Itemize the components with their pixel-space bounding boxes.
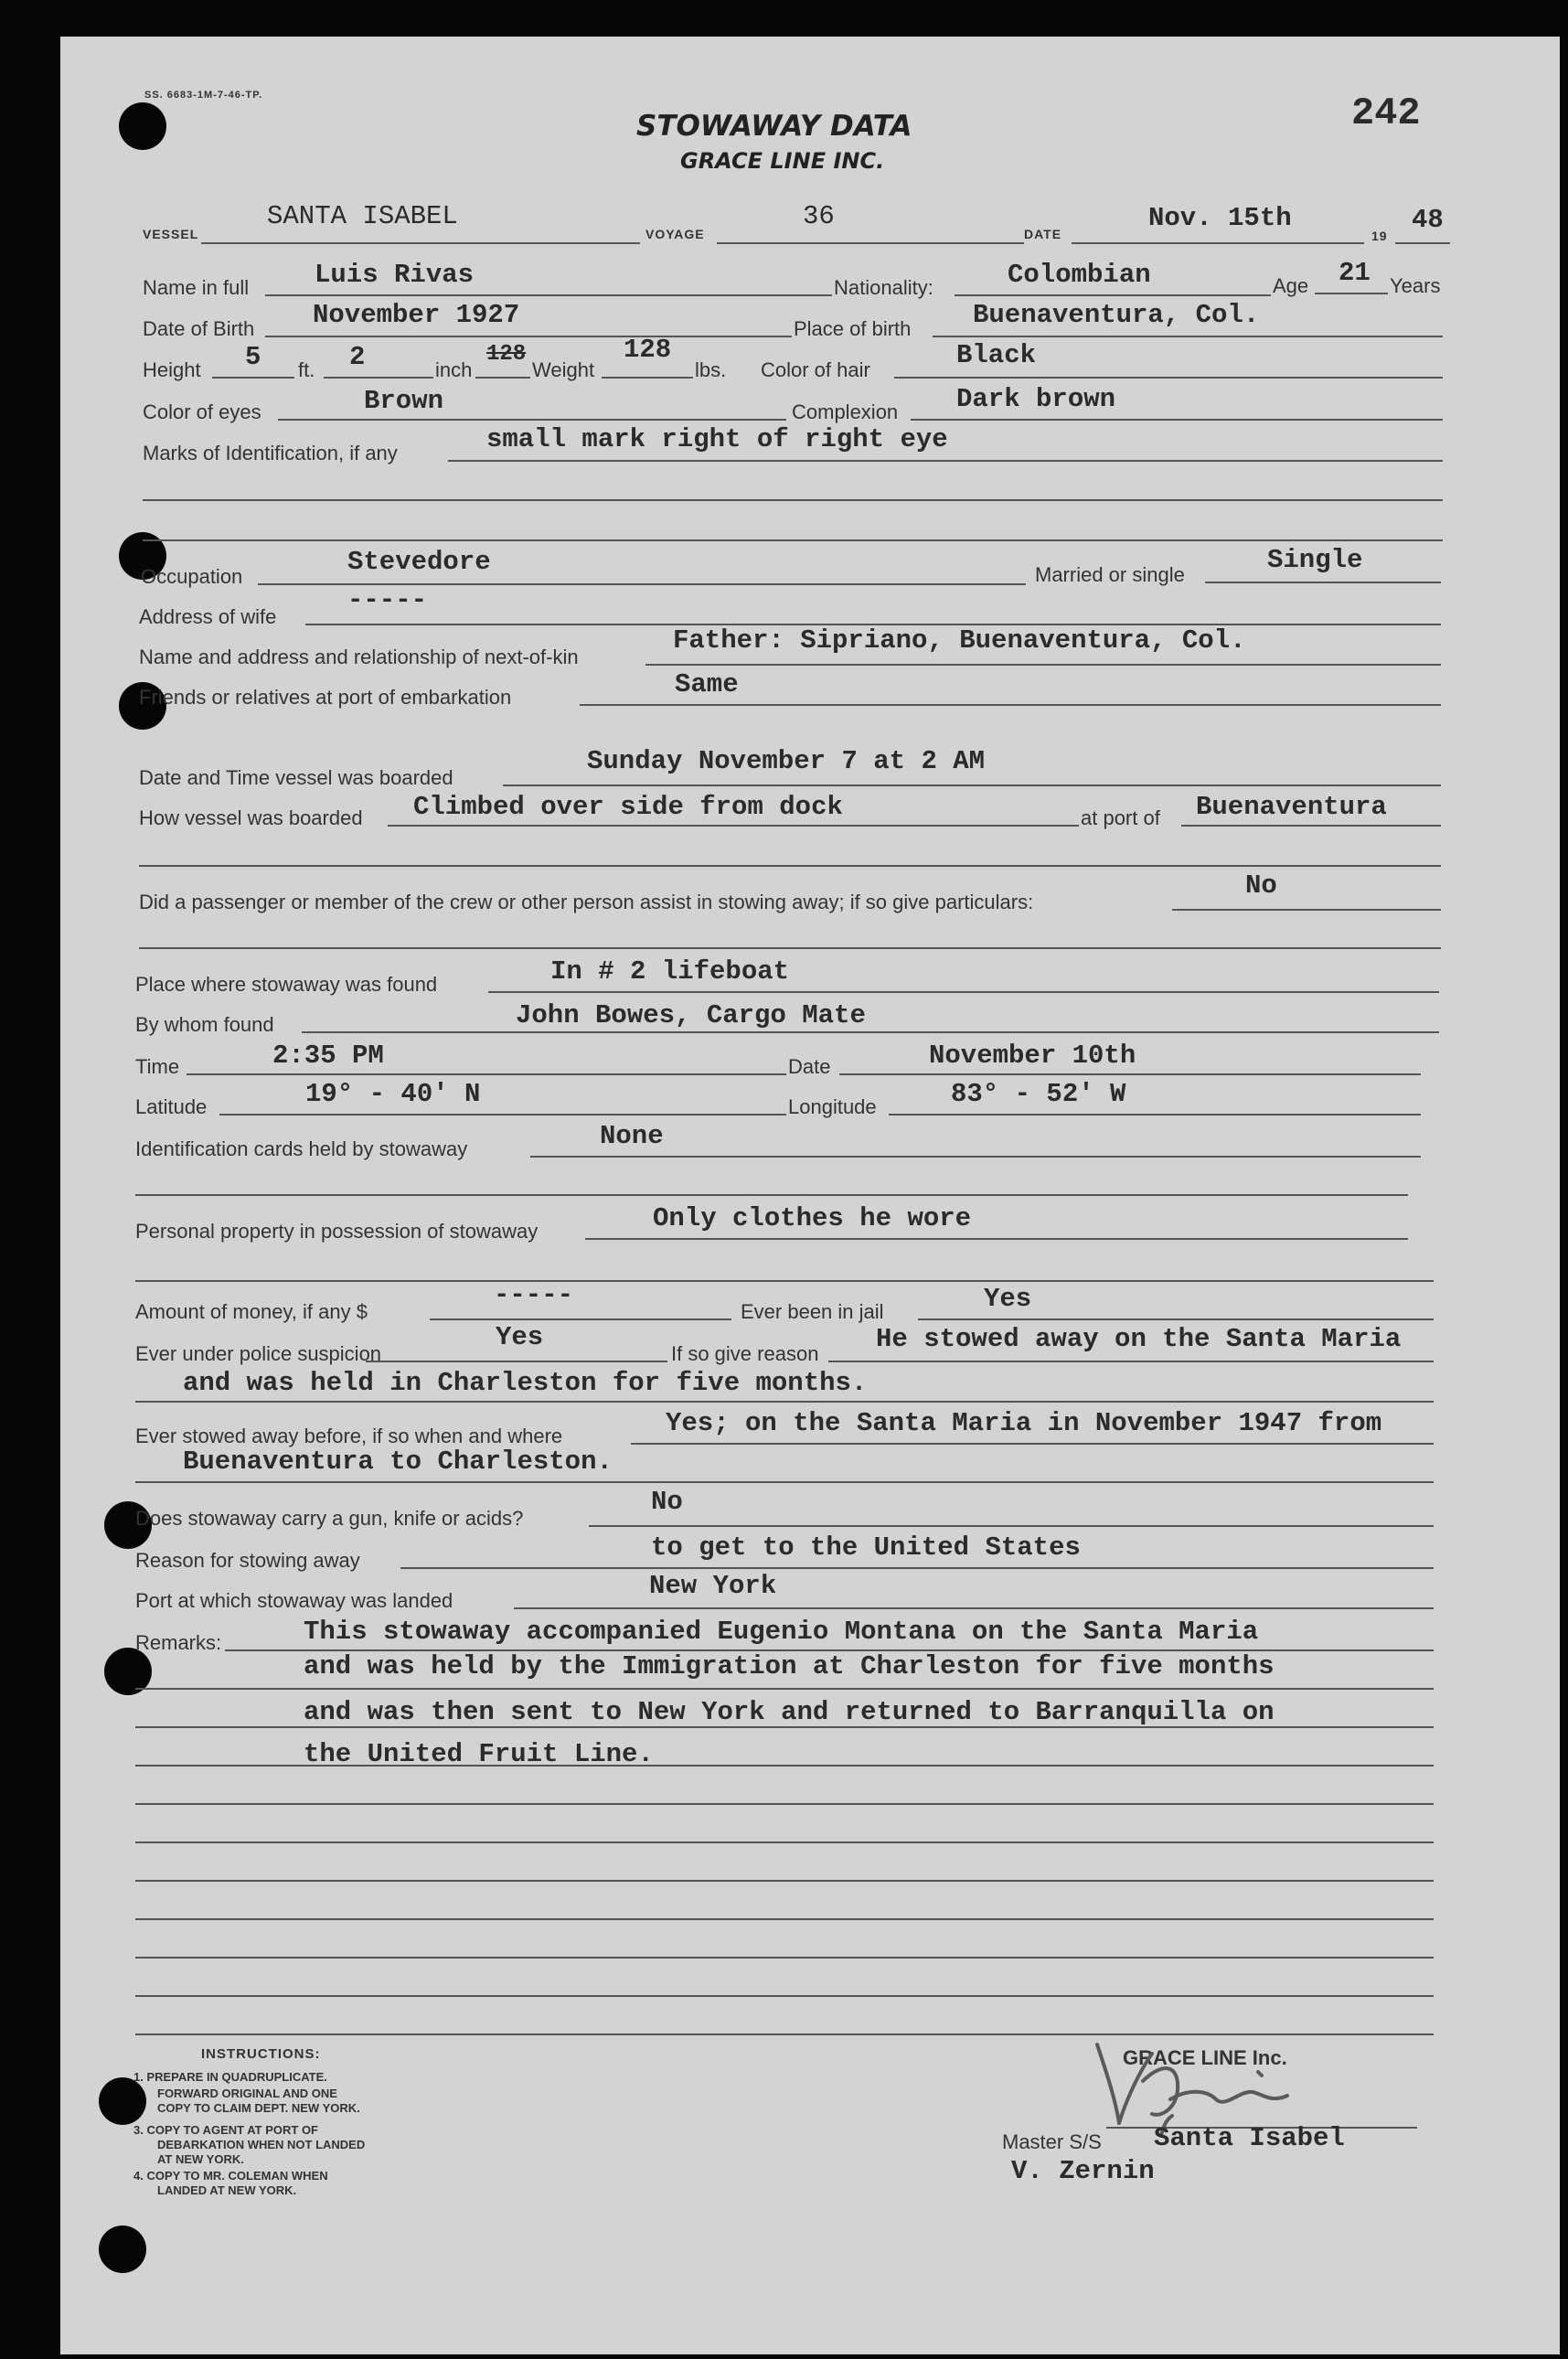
stowed-before-line1: Yes; on the Santa Maria in November 1947 from bbox=[666, 1408, 1382, 1438]
time-value: 2:35 PM bbox=[272, 1041, 384, 1071]
money-value: ----- bbox=[494, 1280, 574, 1310]
time-label: Time bbox=[135, 1055, 180, 1078]
next-of-kin-value: Father: Sipriano, Buenaventura, Col. bbox=[673, 625, 1246, 656]
reason-value: to get to the United States bbox=[651, 1532, 1081, 1563]
grace-line-signature-label: GRACE LINE Inc. bbox=[1123, 2046, 1287, 2069]
hair-value: Black bbox=[956, 340, 1037, 370]
remarks-line-1: This stowaway accompanied Eugenio Montana on the Santa Maria bbox=[304, 1617, 1259, 1647]
gun-value: No bbox=[651, 1487, 683, 1517]
instruction-line: LANDED AT NEW YORK. bbox=[157, 2183, 297, 2197]
eyes-label: Color of eyes bbox=[143, 400, 261, 423]
vessel-value: SANTA ISABEL bbox=[267, 201, 458, 231]
lbs-label: lbs. bbox=[695, 358, 727, 381]
instruction-line: FORWARD ORIGINAL AND ONE bbox=[157, 2087, 337, 2100]
money-label: Amount of money, if any $ bbox=[135, 1300, 368, 1323]
friends-value: Same bbox=[675, 669, 739, 699]
port-landed-label: Port at which stowaway was landed bbox=[135, 1589, 453, 1612]
next-of-kin-label: Name and address and relationship of next-of-kin bbox=[139, 646, 579, 668]
police-reason-line2: and was held in Charleston for five months. bbox=[183, 1368, 868, 1398]
year-prefix: 19 bbox=[1371, 229, 1388, 243]
wife-address-label: Address of wife bbox=[139, 605, 277, 628]
by-whom-value: John Bowes, Cargo Mate bbox=[516, 1000, 866, 1030]
port-landed-value: New York bbox=[649, 1571, 777, 1601]
name-label: Name in full bbox=[143, 276, 250, 299]
age-label: Age bbox=[1273, 274, 1309, 297]
longitude-value: 83° - 52' W bbox=[951, 1079, 1126, 1109]
form-number: SS. 6683-1M-7-46-TP. bbox=[144, 90, 263, 101]
assist-label: Did a passenger or member of the crew or other person assist in stowing away; if so give particulars: bbox=[139, 891, 1034, 913]
inch-label: inch bbox=[435, 358, 473, 381]
hair-label: Color of hair bbox=[761, 358, 870, 381]
weight-label: Weight bbox=[532, 358, 595, 381]
property-label: Personal property in possession of stowaway bbox=[135, 1220, 539, 1243]
instruction-line: 1. PREPARE IN QUADRUPLICATE. bbox=[133, 2070, 327, 2084]
at-port-of-label: at port of bbox=[1081, 806, 1160, 829]
year-value: 48 bbox=[1412, 205, 1444, 235]
place-found-value: In # 2 lifeboat bbox=[550, 956, 790, 987]
punch-hole bbox=[99, 2226, 146, 2273]
port-value: Buenaventura bbox=[1196, 792, 1387, 822]
nationality-label: Nationality: bbox=[834, 276, 933, 299]
instruction-line: AT NEW YORK. bbox=[157, 2152, 244, 2166]
id-cards-value: None bbox=[600, 1121, 664, 1151]
remarks-line-2: and was held by the Immigration at Charleston for five months bbox=[304, 1651, 1275, 1681]
marks-value: small mark right of right eye bbox=[486, 424, 948, 454]
id-cards-label: Identification cards held by stowaway bbox=[135, 1137, 468, 1160]
master-label: Master S/S bbox=[1002, 2130, 1102, 2153]
boarded-datetime-value: Sunday November 7 at 2 AM bbox=[587, 746, 986, 776]
date-found-value: November 10th bbox=[929, 1041, 1136, 1071]
company-name: GRACE LINE INC. bbox=[680, 148, 885, 174]
instruction-line: 3. COPY TO AGENT AT PORT OF bbox=[133, 2123, 319, 2137]
master-vessel-value: Santa Isabel bbox=[1154, 2123, 1345, 2153]
height-inch-value: 2 bbox=[349, 342, 366, 372]
remarks-line-3: and was then sent to New York and returned to Barranquilla on bbox=[304, 1697, 1275, 1727]
assist-value: No bbox=[1245, 870, 1277, 901]
instructions-title: INSTRUCTIONS: bbox=[201, 2046, 321, 2062]
name-value: Luis Rivas bbox=[315, 260, 475, 290]
master-name-value: V. Zernin bbox=[1011, 2156, 1155, 2186]
eyes-value: Brown bbox=[364, 386, 444, 416]
age-value: 21 bbox=[1339, 258, 1371, 288]
date-label: DATE bbox=[1024, 227, 1062, 241]
latitude-label: Latitude bbox=[135, 1095, 208, 1118]
height-label: Height bbox=[143, 358, 201, 381]
punch-hole bbox=[119, 102, 166, 150]
marital-value: Single bbox=[1267, 545, 1363, 575]
how-boarded-label: How vessel was boarded bbox=[139, 806, 363, 829]
occupation-label: Occupation bbox=[141, 565, 243, 588]
stowed-before-line2: Buenaventura to Charleston. bbox=[183, 1446, 613, 1477]
date-value: Nov. 15th bbox=[1148, 203, 1292, 233]
remarks-line-4: the United Fruit Line. bbox=[304, 1739, 654, 1769]
ft-label: ft. bbox=[298, 358, 315, 381]
complexion-value: Dark brown bbox=[956, 384, 1116, 414]
latitude-value: 19° - 40' N bbox=[305, 1079, 481, 1109]
vessel-label: VESSEL bbox=[143, 227, 199, 241]
dob-label: Date of Birth bbox=[143, 317, 255, 340]
years-label: Years bbox=[1390, 274, 1441, 297]
marks-label: Marks of Identification, if any bbox=[143, 442, 398, 464]
place-found-label: Place where stowaway was found bbox=[135, 973, 438, 996]
wife-address-value: ----- bbox=[347, 585, 428, 615]
voyage-value: 36 bbox=[803, 201, 835, 231]
property-value: Only clothes he wore bbox=[653, 1203, 972, 1233]
dob-value: November 1927 bbox=[313, 300, 520, 330]
stowed-before-label: Ever stowed away before, if so when and where bbox=[135, 1425, 563, 1447]
how-boarded-value: Climbed over side from dock bbox=[413, 792, 843, 822]
if-so-reason-label: If so give reason bbox=[671, 1342, 819, 1365]
police-label: Ever under police suspicion bbox=[135, 1342, 382, 1365]
reason-label: Reason for stowing away bbox=[135, 1549, 360, 1572]
instruction-line: COPY TO CLAIM DEPT. NEW YORK. bbox=[157, 2101, 360, 2115]
police-reason-line1: He stowed away on the Santa Maria bbox=[876, 1324, 1402, 1354]
remarks-label: Remarks: bbox=[135, 1631, 222, 1654]
police-value: Yes bbox=[496, 1322, 544, 1352]
height-ft-value: 5 bbox=[245, 342, 261, 372]
by-whom-label: By whom found bbox=[135, 1013, 274, 1036]
voyage-label: VOYAGE bbox=[645, 227, 705, 241]
complexion-label: Complexion bbox=[792, 400, 899, 423]
occupation-value: Stevedore bbox=[347, 547, 491, 577]
form-title: STOWAWAY DATA bbox=[636, 110, 912, 143]
nationality-value: Colombian bbox=[1008, 260, 1151, 290]
instruction-line: 4. COPY TO MR. COLEMAN WHEN bbox=[133, 2169, 328, 2183]
jail-value: Yes bbox=[984, 1284, 1032, 1314]
longitude-label: Longitude bbox=[788, 1095, 877, 1118]
pob-value: Buenaventura, Col. bbox=[973, 300, 1260, 330]
gun-label: Does stowaway carry a gun, knife or acids? bbox=[135, 1507, 524, 1530]
marital-label: Married or single bbox=[1035, 563, 1185, 586]
weight-struck-value: 128 bbox=[486, 342, 527, 367]
weight-value: 128 bbox=[624, 335, 672, 365]
friends-label: Friends or relatives at port of embarkation bbox=[139, 686, 512, 709]
jail-label: Ever been in jail bbox=[741, 1300, 884, 1323]
date-boarded-label: Date and Time vessel was boarded bbox=[139, 766, 453, 789]
date-found-label: Date bbox=[788, 1055, 831, 1078]
pob-label: Place of birth bbox=[794, 317, 912, 340]
instruction-line: DEBARKATION WHEN NOT LANDED bbox=[157, 2138, 366, 2151]
page-number: 242 bbox=[1351, 91, 1421, 135]
